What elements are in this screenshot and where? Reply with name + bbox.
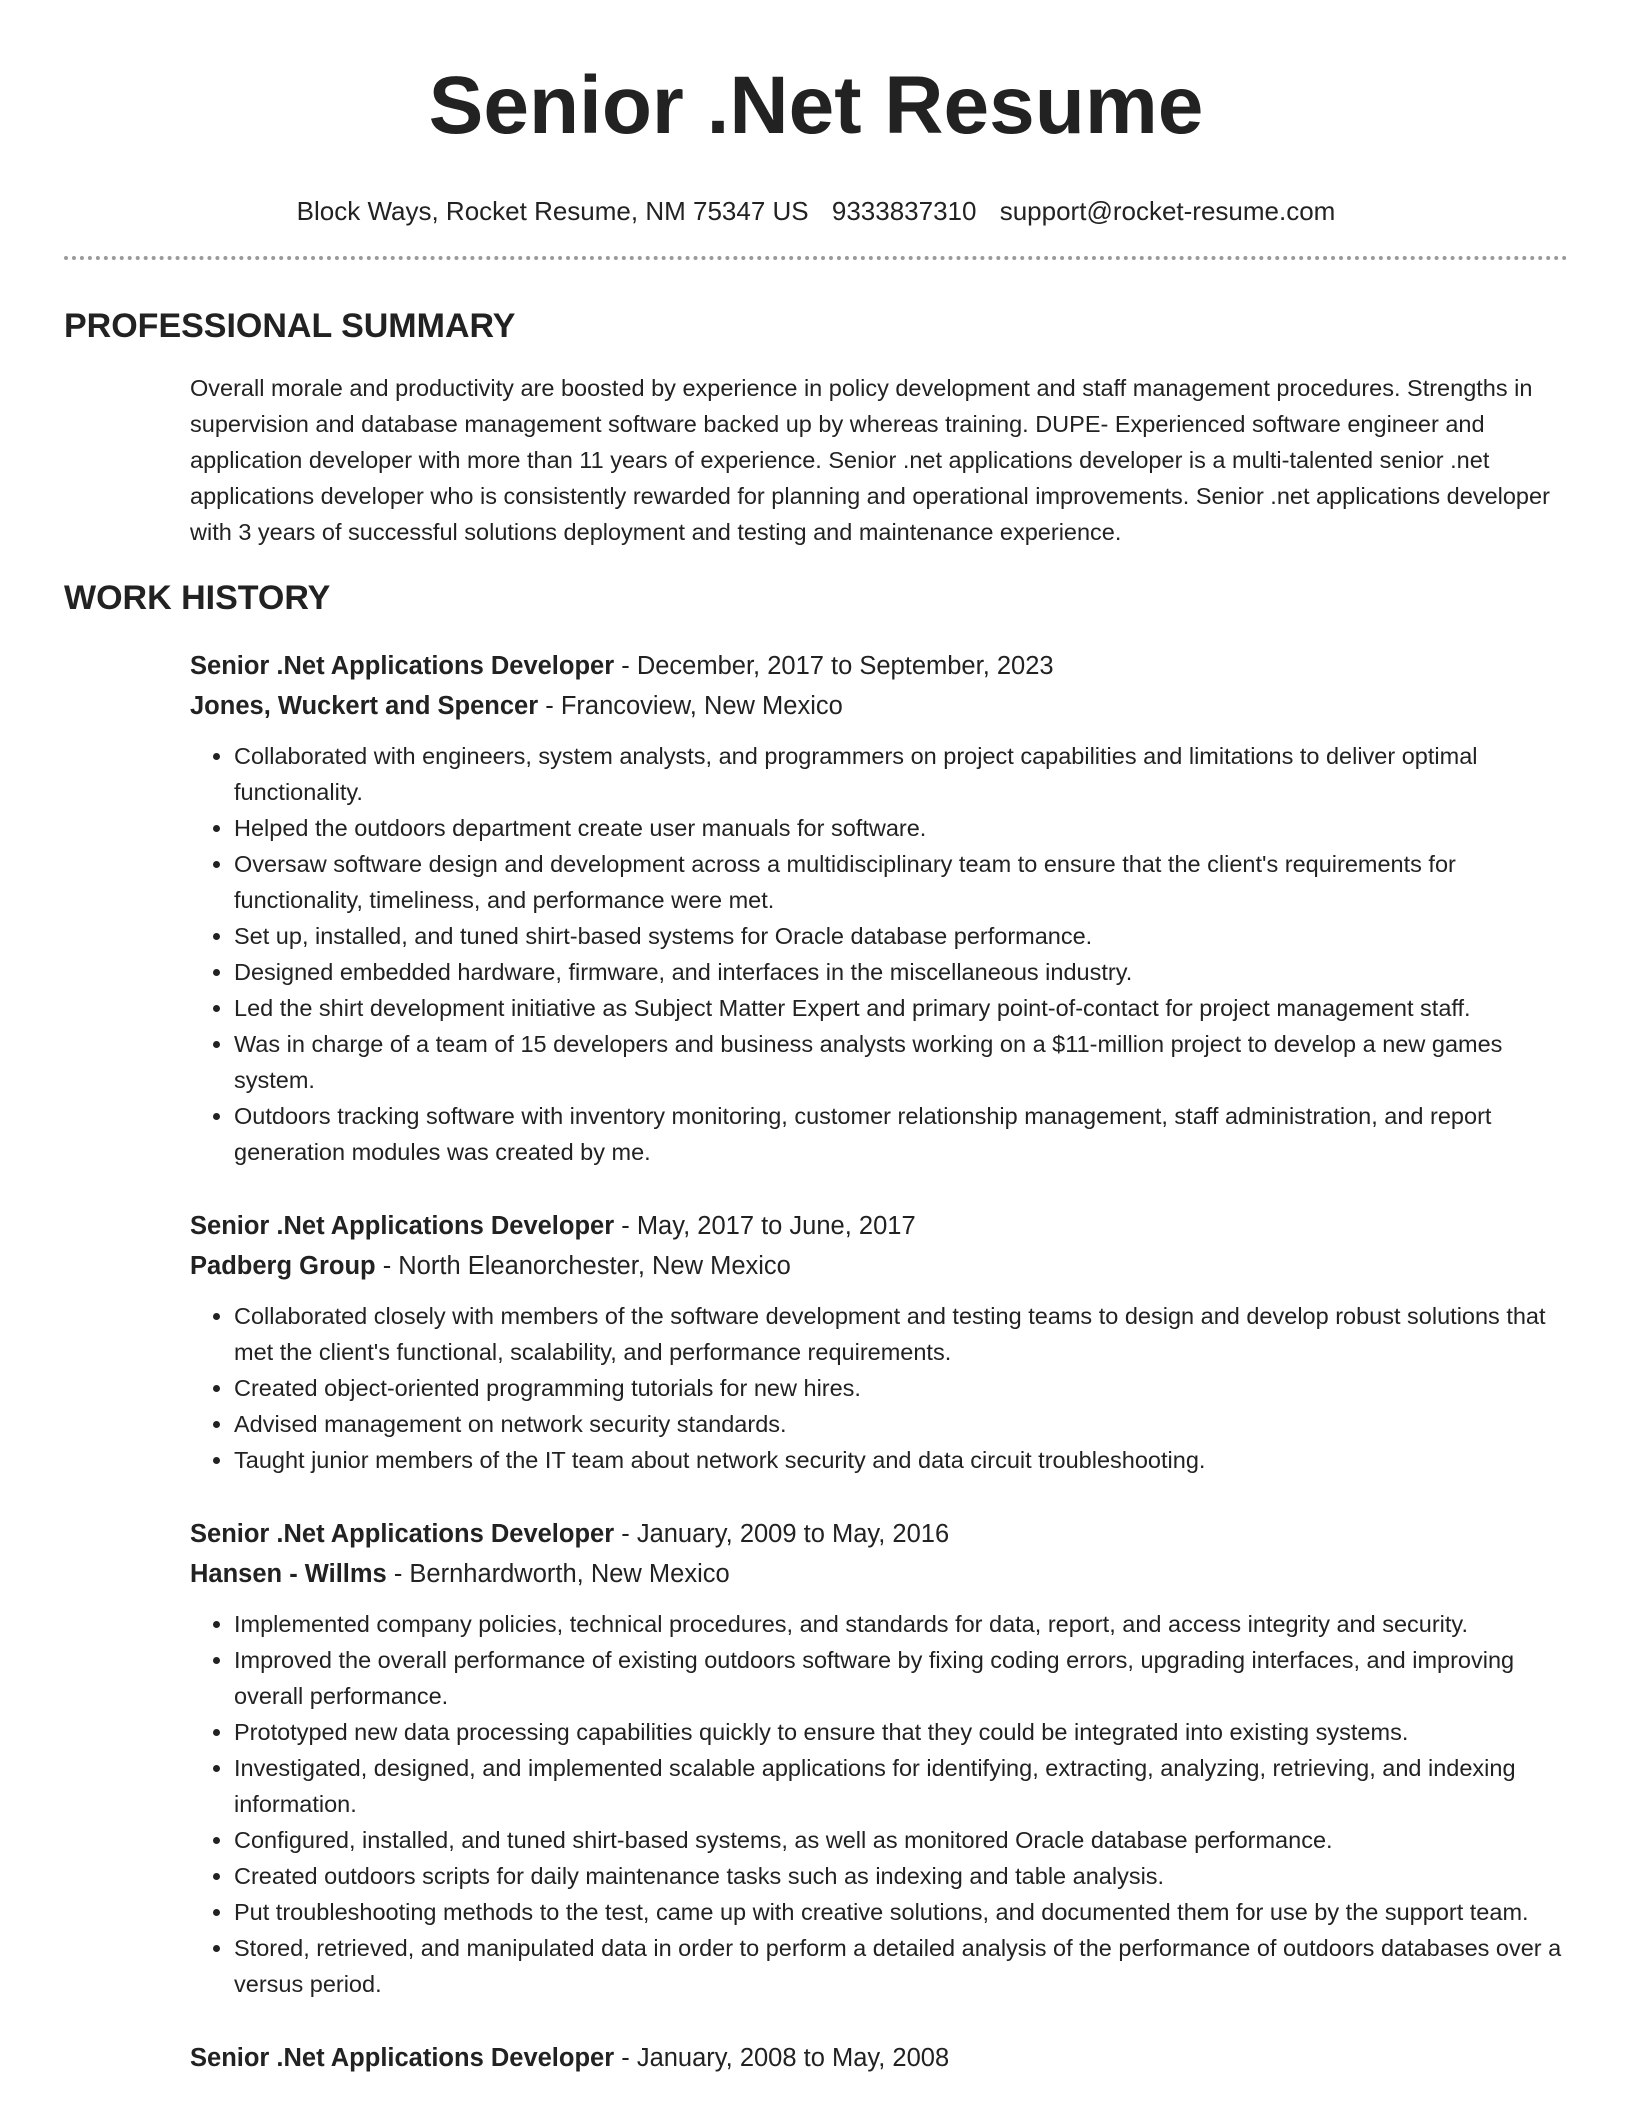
job-bullet: • Implemented company policies, technical procedures, and standards for data, report, and access integrity and security.	[234, 1606, 1568, 1642]
work-history-section	[64, 576, 1568, 2078]
contact-address: Block Ways, Rocket Resume, NM 75347 US	[296, 196, 809, 226]
job-bullet: • Set up, installed, and tuned shirt-based systems for Oracle database performance.	[234, 918, 1568, 954]
job-bullet: • Helped the outdoors department create user manuals for software.	[234, 810, 1568, 846]
work-history-title: WORK HISTORY	[64, 579, 331, 617]
job-bullet: • Was in charge of a team of 15 developers and business analysts working on a $11-million project to develop a new games system.	[234, 1026, 1568, 1098]
job-company-line	[190, 1246, 1568, 1286]
job-bullet: • Created outdoors scripts for daily maintenance tasks such as indexing and table analysis.	[234, 1858, 1568, 1894]
job-role: Senior .Net Applications Developer	[190, 652, 615, 680]
job-bullet: • Outdoors tracking software with inventory monitoring, customer relationship management, staff administration, and report generation modules was created by me.	[234, 1098, 1568, 1170]
job-entry	[190, 1514, 1568, 2002]
contact-line	[64, 194, 1568, 228]
header-divider	[64, 256, 1568, 260]
job-dates: - May, 2017 to June, 2017	[614, 1212, 916, 1240]
job-bullet: • Oversaw software design and development across a multidisciplinary team to ensure that the client's requirements for functionality, timeliness, and performance were met.	[234, 846, 1568, 918]
job-company: Hansen - Willms	[190, 1560, 387, 1588]
job-entry	[190, 646, 1568, 1170]
job-entry	[190, 1206, 1568, 1478]
job-bullet: • Taught junior members of the IT team about network security and data circuit troubleshooting.	[234, 1442, 1568, 1478]
job-role-line	[190, 2038, 1568, 2078]
job-bullet: • Advised management on network security standards.	[234, 1406, 1568, 1442]
job-bullet: • Collaborated with engineers, system analysts, and programmers on project capabilities and limitations to deliver optimal functionality.	[234, 738, 1568, 810]
job-dates: - December, 2017 to September, 2023	[614, 652, 1054, 680]
job-location: - North Eleanorchester, New Mexico	[375, 1252, 791, 1280]
job-company-line	[190, 1554, 1568, 1594]
job-role: Senior .Net Applications Developer	[190, 1520, 615, 1548]
job-location: - Bernhardworth, New Mexico	[386, 1560, 730, 1588]
job-company: Jones, Wuckert and Spencer	[190, 692, 539, 720]
job-role-line	[190, 1514, 1568, 1554]
job-company-line	[190, 686, 1568, 726]
summary-title: PROFESSIONAL SUMMARY	[64, 307, 516, 345]
summary-section	[64, 304, 1568, 550]
job-bullet: • Configured, installed, and tuned shirt-based systems, as well as monitored Oracle database performance.	[234, 1822, 1568, 1858]
job-role-line	[190, 646, 1568, 686]
job-role: Senior .Net Applications Developer	[190, 1212, 615, 1240]
job-bullet: • Stored, retrieved, and manipulated data in order to perform a detailed analysis of the performance of outdoors databases over a versus period.	[234, 1930, 1568, 2002]
summary-text: Overall morale and productivity are boosted by experience in policy development and staff management procedures. Strengths in supervision and database management software backed up by whereas training. DUPE- Experienced software engineer and application developer with more than 11 years of experience. Senior .net applications developer is a multi-talented senior .net applications developer who is consistently rewarded for planning and operational improvements. Senior .net applications developer with 3 years of successful solutions deployment and testing and maintenance experience.	[190, 375, 1550, 545]
job-bullet: • Created object-oriented programming tutorials for new hires.	[234, 1370, 1568, 1406]
job-company: Padberg Group	[190, 1252, 376, 1280]
job-bullets	[190, 738, 1568, 1170]
resume-name: Senior .Net Resume	[428, 60, 1204, 151]
job-entry	[190, 2038, 1568, 2078]
job-dates: - January, 2009 to May, 2016	[614, 1520, 950, 1548]
job-bullet: • Put troubleshooting methods to the test, came up with creative solutions, and documented them for use by the support team.	[234, 1894, 1568, 1930]
job-bullets	[190, 1606, 1568, 2002]
job-bullet: • Led the shirt development initiative as Subject Matter Expert and primary point-of-contact for project management staff.	[234, 990, 1568, 1026]
job-bullets	[190, 1298, 1568, 1478]
contact-phone: 9333837310	[831, 196, 977, 226]
job-location: - Francoview, New Mexico	[538, 692, 843, 720]
job-role-line	[190, 1206, 1568, 1246]
job-bullet: • Improved the overall performance of existing outdoors software by fixing coding errors, upgrading interfaces, and improving overall performance.	[234, 1642, 1568, 1714]
job-dates: - January, 2008 to May, 2008	[614, 2044, 950, 2072]
contact-email: support@rocket-resume.com	[999, 196, 1336, 226]
job-bullet: • Collaborated closely with members of the software development and testing teams to design and develop robust solutions that met the client's functional, scalability, and performance requirements.	[234, 1298, 1568, 1370]
job-bullet: • Designed embedded hardware, firmware, and interfaces in the miscellaneous industry.	[234, 954, 1568, 990]
job-bullet: • Prototyped new data processing capabilities quickly to ensure that they could be integrated into existing systems.	[234, 1714, 1568, 1750]
job-role: Senior .Net Applications Developer	[190, 2044, 615, 2072]
job-bullet: • Investigated, designed, and implemented scalable applications for identifying, extracting, analyzing, retrieving, and indexing information.	[234, 1750, 1568, 1822]
resume-header	[64, 0, 1568, 260]
